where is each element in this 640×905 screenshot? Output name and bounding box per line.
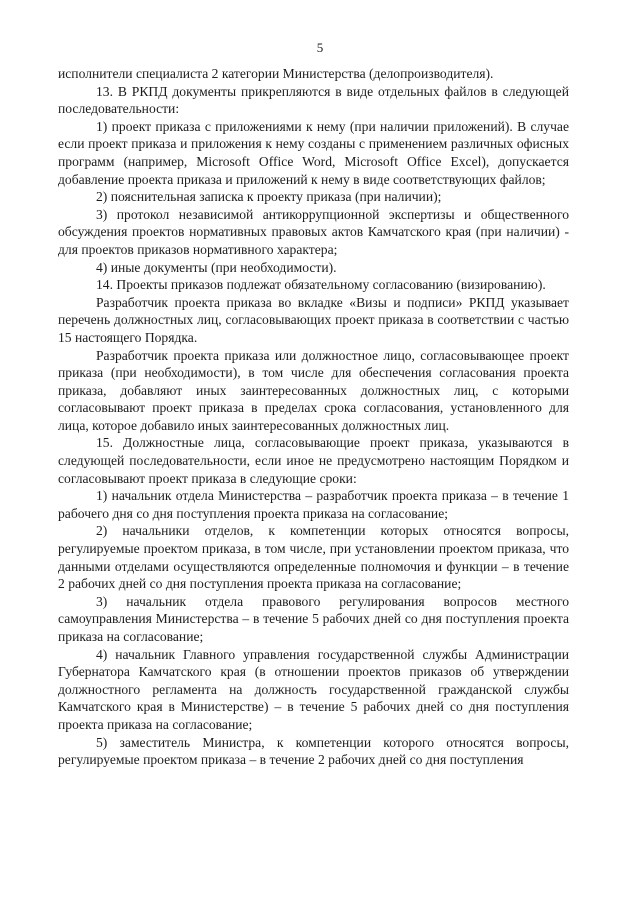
paragraph-clause-13-item-4: 4) иные документы (при необходимости). xyxy=(96,259,337,275)
paragraph-clause-14-additional: Разработчик проекта приказа или должностное лицо, согласовывающее проект приказа (при необходимости), в том числе для обеспечения согласования проекта приказа, добавляют иных заинтересованных должностных лиц, с которыми согласовывают проект приказа в пределах срока согласования, установленного для лица, которое добавило иных заинтересованных должностных лиц. xyxy=(58,347,569,433)
paragraph-clause-13-item-3: 3) протокол независимой антикоррупционной экспертизы и общественного обсуждения проектов нормативных правовых актов Камчатского края (при наличии) - для проектов приказов нормативного характера; xyxy=(58,206,569,257)
paragraph-clause-14: 14. Проекты приказов подлежат обязательному согласованию (визированию). xyxy=(96,277,546,293)
paragraph-clause-13: 13. В РКПД документы прикрепляются в виде отдельных файлов в следующей последовательности: xyxy=(58,83,569,117)
paragraph-clause-13-item-1: 1) проект приказа с приложениями к нему (при наличии приложений). В случае если проект приказа и приложения к нему созданы с применением различных офисных программ (например, Microsoft Office Word, Microsoft Office Excel), допускается добавление проекта приказа и приложений к нему в виде соответствующих файлов; xyxy=(58,118,569,187)
paragraph-clause-15-item-4: 4) начальник Главного управления государственной службы Администрации Губернатора Камчатского края (в отношении проектов приказов об утверждении должностного регламента на должность государственной гражданской службы Камчатского края в Министерстве) – в течение 5 рабочих дней со дня поступления проекта приказа на согласование; xyxy=(58,646,569,732)
paragraph-clause-15-item-5: 5) заместитель Министра, к компетенции которого относятся вопросы, регулируемые проектом приказа – в течение 2 рабочих дней со дня поступления xyxy=(58,734,569,768)
paragraph-clause-15-item-2: 2) начальники отделов, к компетенции которых относятся вопросы, регулируемые проектом приказа, в том числе, при установлении проектом приказа, что данными отделами осуществляются определенные полномочия и функции – в течение 2 рабочих дней со дня поступления проекта приказа на согласование; xyxy=(58,523,569,592)
paragraph-clause-15-item-1: 1) начальник отдела Министерства – разработчик проекта приказа – в течение 1 рабочего дня со дня поступления проекта приказа на согласование; xyxy=(58,488,569,521)
paragraph-clause-15: 15. Должностные лица, согласовывающие проект приказа, указываются в следующей последовательности, если иное не предусмотрено настоящим Порядком и согласовывают проект приказа в следующие сроки: xyxy=(58,435,569,486)
paragraph-clause-15-item-3: 3) начальник отдела правового регулирования вопросов местного самоуправления Министерства – в течение 5 рабочих дней со дня поступления проекта приказа на согласование; xyxy=(58,593,569,644)
document-body xyxy=(58,65,569,769)
paragraph-clause-13-item-2: 2) пояснительная записка к проекту приказа (при наличии); xyxy=(96,189,442,205)
page-number: 5 xyxy=(316,40,324,55)
paragraph-clause-14-visas: Разработчик проекта приказа во вкладке «Визы и подписи» РКПД указывает перечень должностных лиц, согласовывающих проект приказа в соответствии с частью 15 настоящего Порядка. xyxy=(58,294,569,345)
paragraph-continuation: исполнители специалиста 2 категории Министерства (делопроизводителя). xyxy=(58,66,494,81)
